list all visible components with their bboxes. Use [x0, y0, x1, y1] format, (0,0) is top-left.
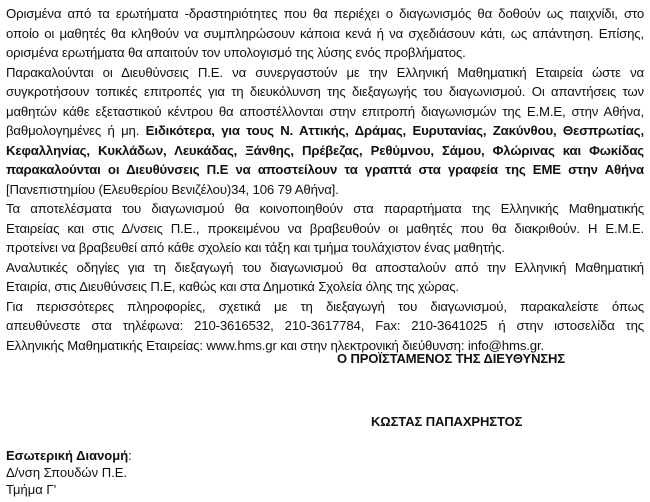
text-line	[6, 102, 644, 122]
text: Εταιρία, στις Διευθύνσεις Π.Ε, καθώς και στα Δημοτικά Σχολεία όλης της χώρας.	[6, 279, 459, 294]
signature-name: ΚΩΣΤΑΣ ΠΑΠΑΧΡΗΣΤΟΣ	[371, 414, 523, 429]
text: οποίο οι μαθητές θα κληθούν να συμπληρώσουν κάποια κενά ή να σχεδιάσουν κάτι, ως απάντηση. Επίσης,	[6, 25, 644, 41]
text-line	[6, 316, 644, 336]
text-line	[6, 238, 644, 258]
text-line	[6, 82, 644, 102]
text-line	[6, 219, 644, 239]
text: Παρακαλούνται οι Διευθύνσεις Π.Ε. να συνεργαστούν με την Ελληνική Μαθηματική Εταιρεία ώστε να	[6, 64, 644, 80]
text-line	[6, 297, 644, 317]
text: απευθύνεστε στα τηλέφωνα: 210-3616532, 210-3617784, Fax: 210-3641025 ή στην ιστοσελίδα της	[6, 318, 644, 333]
text: Για περισσότερες πληροφορίες, σχετικά με τη διεξαγωγή του διαγωνισμού, παρακαλείστε όπως	[6, 298, 644, 314]
bold-text: Κεφαλληνίας, Κυκλάδων, Λευκάδας, Ξάνθης, Πρέβεζας, Ρεθύμνου, Σάμου, Φλώρινας και Φωκίδας	[6, 142, 644, 158]
text: ορισμένα ερωτήματα θα απαιτούν τον υπολογισμό της λύσης ενός προβλήματος.	[6, 45, 466, 60]
text: [Πανεπιστημίου (Ελευθερίου Βενιζέλου)34, 106 79 Αθήνα].	[6, 181, 339, 197]
text: βαθμολογημένες ή μη.	[6, 123, 146, 138]
text: Ελληνικής Μαθηματικής Εταιρείας: www.hms.gr και στην ηλεκτρονική διεύθυνση: info@hms.gr.	[6, 337, 544, 353]
signature-title: Ο ΠΡΟΪΣΤΑΜΕΝΟΣ ΤΗΣ ΔΙΕΥΘΥΝΣΗΣ	[337, 351, 566, 366]
distribution-item: Τμήμα Γ’	[6, 482, 57, 497]
text-line	[6, 4, 644, 24]
text-line	[6, 63, 644, 83]
text-line	[6, 258, 644, 278]
text-line	[6, 180, 644, 200]
text: Ορισμένα από τα ερωτήματα -δραστηριότητες που θα περιέχει ο διαγωνισμός θα δοθούν ως παιχνίδι, στο	[6, 6, 644, 21]
text-line	[6, 160, 644, 180]
text: μαθητών κάθε εξεταστικού κέντρου θα αποστέλλονται στην επιτροπή διαγωνισμών της Ε.Μ.Ε, στην Αθήνα,	[6, 103, 644, 119]
text: προτείνει να βραβευθεί από κάθε σχολείο και τάξη και τμήμα τουλάχιστον ένας μαθητής.	[6, 240, 505, 255]
text-line	[6, 199, 644, 219]
text-line	[6, 43, 644, 63]
text-line	[6, 277, 644, 297]
distribution-heading	[6, 447, 132, 464]
text: συγκροτήσουν τοπικές επιτροπές για τη διευκόλυνση της διεξαγωγής του διαγωνισμού. Οι απαντήσεις των	[6, 84, 644, 99]
distribution-item: Δ/νση Σπουδών Π.Ε.	[6, 465, 127, 480]
document-body	[6, 4, 644, 355]
text: Εταιρείας και στις Δ/νσεις Π.Ε., προκειμένου να βραβευθούν οι μαθητές που θα διακριθούν. Η Ε.Μ.Ε.	[6, 220, 644, 236]
text-line	[6, 24, 644, 44]
distribution-heading-text: Εσωτερική Διανομή	[6, 448, 129, 463]
distribution-colon: :	[128, 448, 132, 463]
text: Τα αποτελέσματα του διαγωνισμού θα κοινοποιηθούν στα παραρτήματα της Ελληνικής Μαθηματικής	[6, 201, 644, 216]
bold-text: Ειδικότερα, για τους Ν. Αττικής, Δράμας, Ευρυτανίας, Ζακύνθου, Θεσπρωτίας,	[145, 123, 644, 138]
text-line	[6, 141, 644, 161]
bold-text: παρακαλούνται οι Διευθύνσεις Π.Ε να αποστείλουν τα γραπτά στα γραφεία της ΕΜΕ στην Αθήνα	[6, 162, 644, 177]
text-line	[6, 121, 644, 141]
internal-distribution	[6, 447, 132, 498]
text: Αναλυτικές οδηγίες για τη διεξαγωγή του διαγωνισμού θα αποσταλούν από την Ελληνική Μαθηματική	[6, 259, 644, 275]
